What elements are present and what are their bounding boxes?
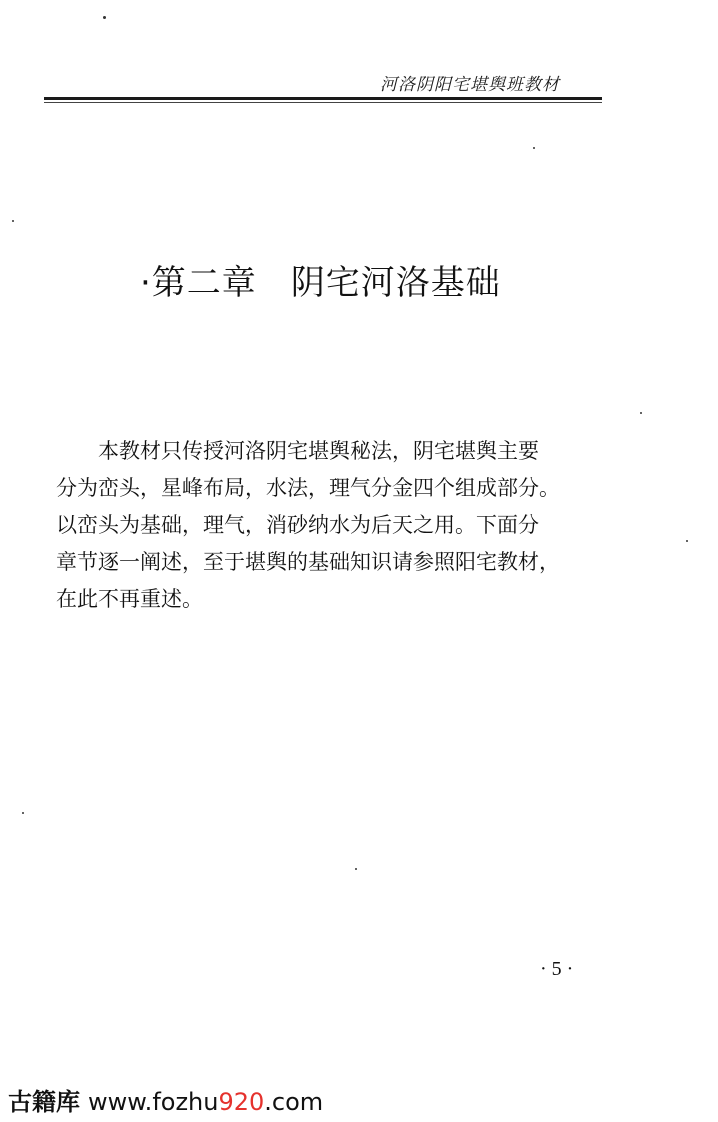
- body-line: 在此不再重述。: [56, 587, 203, 611]
- scan-speck: [686, 540, 688, 542]
- watermark-url-prefix: www.fozhu: [88, 1088, 219, 1116]
- header-rule-thin: [44, 102, 602, 103]
- scan-speck: [103, 16, 106, 19]
- header-rule: [44, 97, 602, 100]
- scan-speck: [12, 220, 14, 222]
- scan-speck: [533, 147, 535, 149]
- site-watermark: [8, 1082, 323, 1117]
- watermark-url-digits: 920: [218, 1088, 265, 1116]
- scan-speck: [22, 812, 24, 814]
- chapter-name: 阴宅河洛基础: [290, 263, 501, 303]
- running-header: 河洛阴阳宅堪舆班教材: [380, 75, 560, 95]
- body-line: 以峦头为基础，理气，消砂纳水为后天之用。下面分: [56, 513, 539, 537]
- body-paragraph: [56, 433, 616, 618]
- scan-speck: [355, 868, 357, 870]
- watermark-url: [88, 1088, 323, 1116]
- chapter-title: [140, 255, 501, 304]
- body-line: 分为峦头，星峰布局，水法，理气分金四个组成部分。: [56, 476, 560, 500]
- chapter-number: ·第二章: [140, 263, 257, 303]
- scan-speck: [640, 412, 642, 414]
- watermark-site-name: 古籍库: [8, 1088, 80, 1116]
- body-line: 本教材只传授河洛阴宅堪舆秘法，阴宅堪舆主要: [98, 439, 539, 463]
- watermark-url-suffix: .com: [264, 1088, 324, 1116]
- page-number: · 5 ·: [540, 958, 574, 980]
- body-line: 章节逐一阐述，至于堪舆的基础知识请参照阳宅教材，: [56, 550, 560, 574]
